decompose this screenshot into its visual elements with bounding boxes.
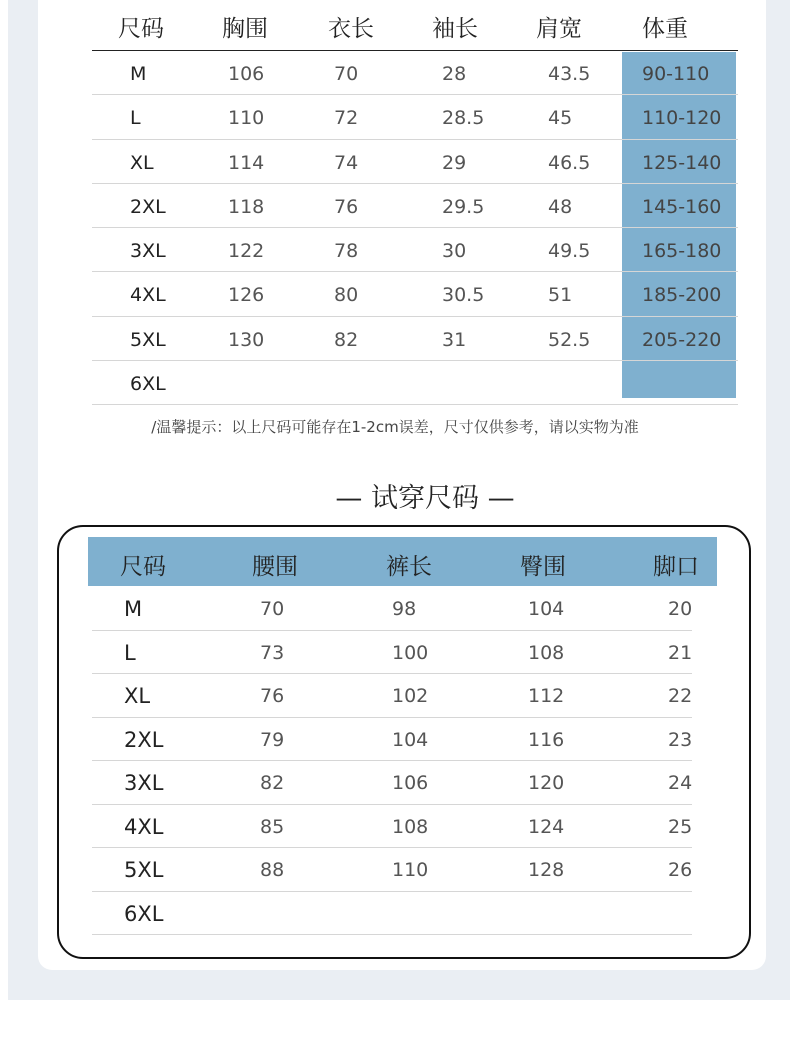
- cell-size: 6XL: [130, 373, 166, 396]
- cell-size: 3XL: [124, 771, 164, 795]
- cell-leg-opening: 22: [668, 685, 693, 707]
- cell-waist: 79: [260, 728, 285, 751]
- cell-trouser-length: 110: [392, 859, 429, 881]
- cell-size: 6XL: [124, 901, 164, 926]
- table-row: [92, 272, 738, 316]
- cell-size: 4XL: [124, 814, 164, 839]
- cell-length: 72: [334, 107, 359, 130]
- cell-sleeve: 30: [442, 240, 467, 263]
- table-row: [92, 51, 738, 95]
- table-row: [92, 184, 738, 228]
- cell-size: L: [130, 107, 141, 130]
- trouser-table-header: [88, 537, 717, 586]
- size-note: /温馨提示：以上尺码可能存在1-2cm误差，尺寸仅供参考，请以实物为准: [151, 418, 639, 436]
- cell-leg-opening: 26: [668, 859, 693, 881]
- trouser-size-table: [92, 587, 692, 935]
- header-waist: 腰围: [252, 554, 298, 580]
- cell-length: 70: [334, 63, 359, 85]
- cell-size: 4XL: [130, 284, 166, 307]
- cell-length: 78: [334, 240, 359, 263]
- cell-chest: 122: [228, 240, 265, 263]
- cell-length: 74: [334, 151, 359, 174]
- table-row: [92, 805, 692, 849]
- top-size-table: [92, 0, 738, 405]
- header-trouser-length: 裤长: [386, 554, 432, 580]
- cell-shoulder: 46.5: [548, 151, 591, 174]
- cell-size: 3XL: [130, 240, 166, 263]
- cell-waist: 82: [260, 772, 285, 794]
- table-row: [92, 587, 692, 631]
- cell-waist: 88: [260, 859, 285, 881]
- cell-hip: 124: [528, 815, 565, 838]
- cell-chest: 130: [228, 328, 265, 351]
- cell-chest: 110: [228, 107, 265, 130]
- cell-shoulder: 45: [548, 107, 573, 130]
- header-leg-opening: 脚口: [653, 554, 699, 580]
- cell-weight: 205-220: [642, 328, 722, 351]
- table-row: [92, 631, 692, 675]
- header-size: 尺码: [120, 554, 166, 580]
- cell-size: 2XL: [130, 195, 166, 218]
- cell-leg-opening: 23: [668, 728, 693, 751]
- cell-weight: 110-120: [642, 107, 722, 130]
- table-row: [92, 361, 738, 405]
- cell-leg-opening: 20: [668, 598, 693, 620]
- cell-weight: 90-110: [642, 63, 710, 85]
- cell-trouser-length: 102: [392, 685, 429, 707]
- cell-size: XL: [130, 151, 154, 174]
- cell-length: 80: [334, 284, 359, 307]
- table-row: [92, 718, 692, 762]
- table-row: [92, 228, 738, 272]
- cell-weight: 145-160: [642, 195, 722, 218]
- cell-leg-opening: 25: [668, 815, 693, 838]
- cell-leg-opening: 24: [668, 772, 693, 794]
- cell-hip: 104: [528, 598, 565, 620]
- cell-size: 5XL: [124, 858, 164, 882]
- cell-shoulder: 48: [548, 195, 573, 218]
- header-length: 衣长: [328, 16, 374, 42]
- cell-trouser-length: 104: [392, 728, 429, 751]
- cell-leg-opening: 21: [668, 641, 693, 664]
- cell-sleeve: 29.5: [442, 195, 485, 218]
- cell-trouser-length: 98: [392, 598, 417, 620]
- cell-waist: 70: [260, 598, 285, 620]
- table-row: [92, 892, 692, 936]
- header-sleeve: 袖长: [432, 16, 478, 42]
- table-row: [92, 317, 738, 361]
- cell-size: M: [130, 63, 147, 85]
- cell-weight: 125-140: [642, 151, 722, 174]
- cell-hip: 112: [528, 685, 565, 707]
- cell-length: 82: [334, 328, 359, 351]
- cell-chest: 126: [228, 284, 265, 307]
- cell-trouser-length: 100: [392, 641, 429, 664]
- cell-sleeve: 29: [442, 151, 467, 174]
- table-row: [92, 674, 692, 718]
- cell-trouser-length: 106: [392, 772, 429, 794]
- header-size: 尺码: [118, 16, 164, 42]
- cell-waist: 73: [260, 641, 285, 664]
- cell-weight: 165-180: [642, 240, 722, 263]
- cell-size: 2XL: [124, 727, 164, 752]
- top-table-header: [92, 0, 738, 51]
- cell-sleeve: 28.5: [442, 107, 485, 130]
- cell-waist: 85: [260, 815, 285, 838]
- cell-shoulder: 52.5: [548, 328, 591, 351]
- cell-hip: 108: [528, 641, 565, 664]
- cell-shoulder: 43.5: [548, 63, 591, 85]
- cell-size: 5XL: [130, 328, 166, 351]
- cell-hip: 116: [528, 728, 565, 751]
- header-shoulder: 肩宽: [536, 16, 582, 42]
- cell-chest: 118: [228, 195, 265, 218]
- cell-chest: 114: [228, 151, 265, 174]
- table-row: [92, 140, 738, 184]
- table-row: [92, 761, 692, 805]
- cell-sleeve: 30.5: [442, 284, 485, 307]
- cell-hip: 120: [528, 772, 565, 794]
- cell-hip: 128: [528, 859, 565, 881]
- cell-sleeve: 31: [442, 328, 467, 351]
- cell-chest: 106: [228, 63, 265, 85]
- cell-trouser-length: 108: [392, 815, 429, 838]
- cell-shoulder: 51: [548, 284, 573, 307]
- cell-waist: 76: [260, 685, 285, 707]
- cell-shoulder: 49.5: [548, 240, 591, 263]
- cell-length: 76: [334, 195, 359, 218]
- cell-sleeve: 28: [442, 63, 467, 85]
- table-row: [92, 848, 692, 892]
- table-row: [92, 95, 738, 139]
- header-weight: 体重: [642, 16, 688, 42]
- cell-weight: 185-200: [642, 284, 722, 307]
- section-title: — 试穿尺码 —: [335, 483, 515, 514]
- cell-size: XL: [124, 684, 151, 708]
- header-chest: 胸围: [222, 16, 268, 42]
- cell-size: L: [124, 640, 136, 665]
- cell-size: M: [124, 597, 143, 621]
- header-hip: 臀围: [520, 554, 566, 580]
